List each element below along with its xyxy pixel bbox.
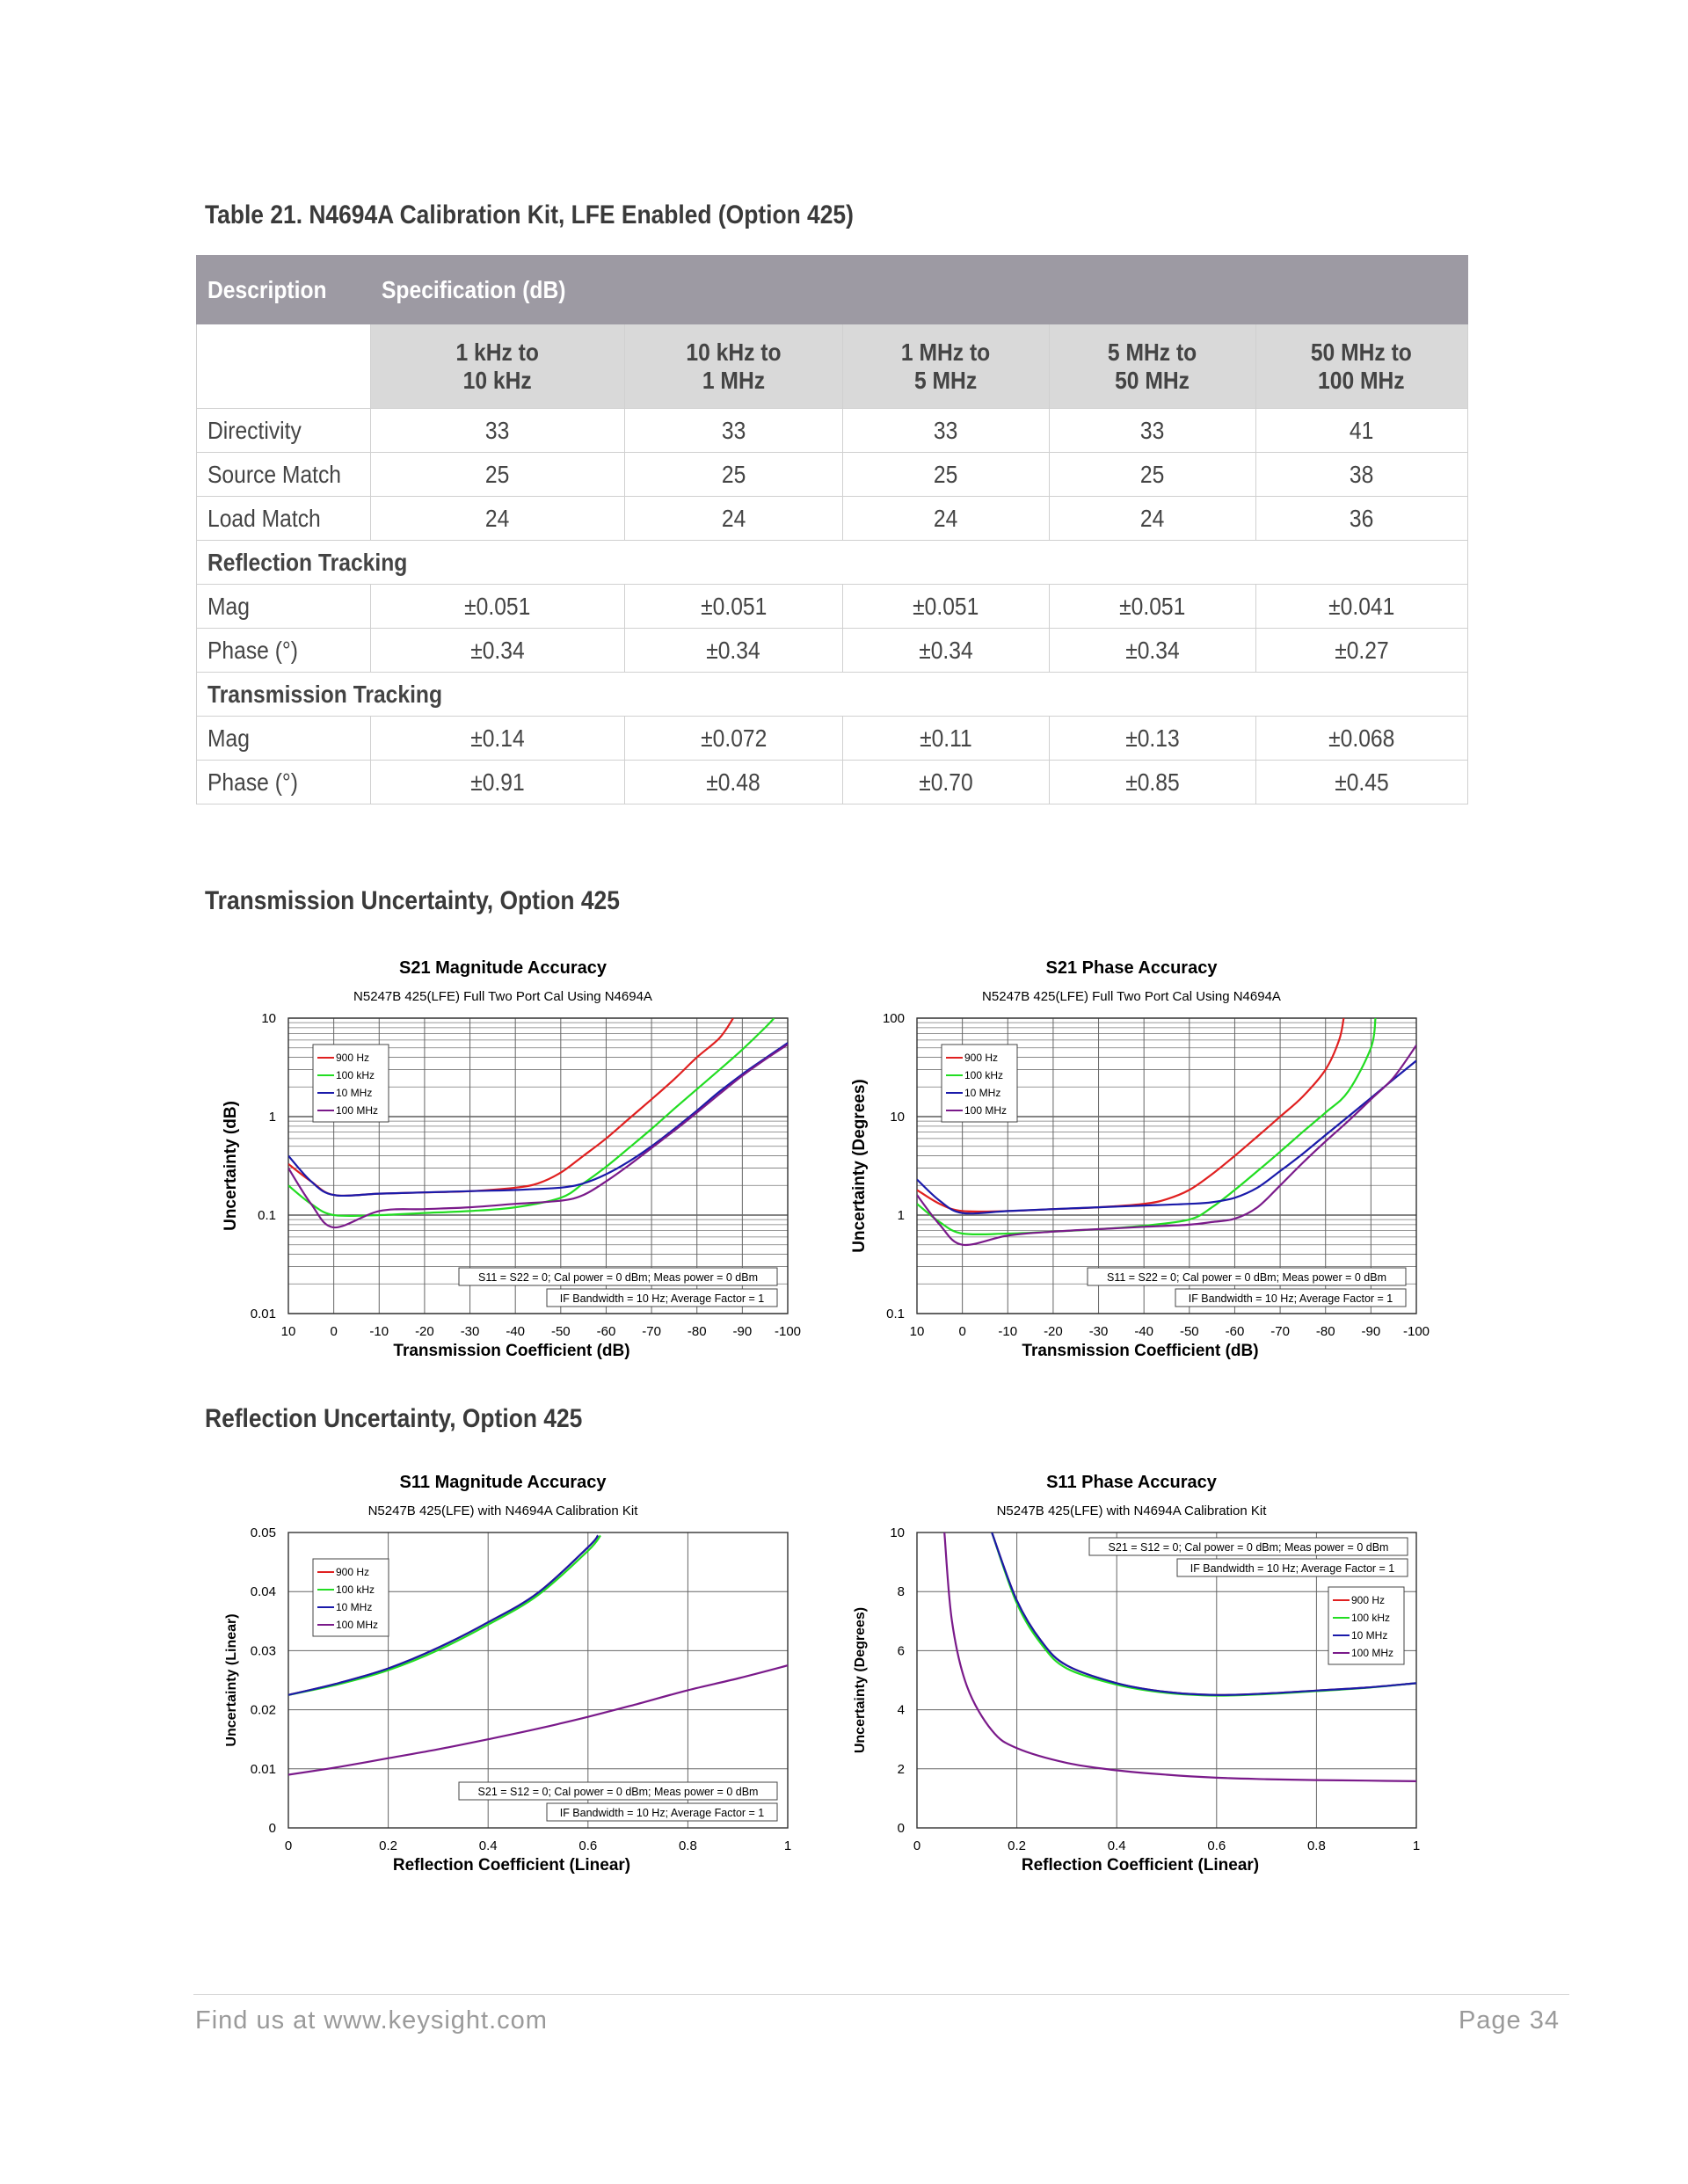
section-label: Reflection Tracking: [197, 541, 1468, 585]
table-title: Table 21. N4694A Calibration Kit, LFE Enabled (Option 425): [205, 200, 854, 229]
row-label: Mag: [197, 717, 371, 761]
table-cell: ±0.051: [1049, 585, 1255, 629]
x-tick-label: -10: [998, 1324, 1018, 1339]
table-cell: ±0.85: [1049, 761, 1255, 804]
s11-magnitude-chart: [211, 1462, 826, 1875]
y-tick-label: 0.03: [250, 1643, 276, 1659]
table-cell: 25: [842, 453, 1049, 497]
x-tick-label: -60: [596, 1324, 616, 1339]
x-tick-label: 0.4: [478, 1838, 498, 1853]
x-tick-label: -30: [460, 1324, 480, 1339]
note-if-bandwidth: IF Bandwidth = 10 Hz; Average Factor = 1: [559, 1807, 765, 1819]
table-cell: ±0.45: [1255, 761, 1467, 804]
table-cell: 33: [624, 409, 842, 453]
footer-divider: [193, 1994, 1569, 1995]
row-label: Phase (°): [197, 761, 371, 804]
legend-label: 100 MHz: [1351, 1647, 1394, 1659]
table-cell: 33: [370, 409, 624, 453]
x-tick-label: 10: [280, 1324, 296, 1339]
table-cell: ±0.48: [624, 761, 842, 804]
y-tick-label: 1: [897, 1208, 905, 1223]
table-cell: ±0.041: [1255, 585, 1467, 629]
chart-svg: [211, 948, 826, 1361]
table-section-row: [197, 673, 1468, 717]
x-tick-label: 0.8: [678, 1838, 697, 1853]
chart-svg: [840, 1462, 1455, 1875]
y-tick-label: 0: [268, 1821, 276, 1836]
table-cell: ±0.072: [624, 717, 842, 761]
x-tick-label: -90: [732, 1324, 753, 1339]
x-tick-label: -20: [1044, 1324, 1063, 1339]
x-tick-label: -20: [415, 1324, 434, 1339]
table-cell: 33: [1049, 409, 1255, 453]
chart-notes: [459, 1782, 777, 1821]
table-cell: 25: [370, 453, 624, 497]
y-tick-label: 10: [890, 1525, 905, 1540]
x-tick-label: -60: [1225, 1324, 1245, 1339]
legend-label: 100 kHz: [336, 1069, 375, 1081]
table-cell: 25: [1049, 453, 1255, 497]
table-row: [197, 409, 1468, 453]
y-tick-label: 0.01: [250, 1761, 276, 1777]
chart-title: S21 Magnitude Accuracy: [398, 958, 608, 978]
y-tick-label: 0.04: [250, 1584, 276, 1600]
x-tick-label: 1: [1412, 1838, 1421, 1853]
legend-label: 100 MHz: [964, 1104, 1008, 1117]
y-tick-label: 0.1: [258, 1208, 276, 1223]
y-tick-label: 8: [897, 1584, 905, 1600]
x-tick-label: 0.4: [1107, 1838, 1126, 1853]
note-conditions: S11 = S22 = 0; Cal power = 0 dBm; Meas power = 0 dBm: [1107, 1271, 1386, 1284]
table-row: [197, 497, 1468, 541]
legend-label: 900 Hz: [964, 1052, 999, 1064]
legend-label: 900 Hz: [336, 1566, 370, 1578]
band-column-header: 50 MHz to 100 MHz: [1255, 324, 1467, 409]
x-tick-label: 0: [958, 1324, 966, 1339]
table-row: [197, 453, 1468, 497]
specification-table: [196, 255, 1468, 804]
y-tick-label: 0: [897, 1821, 905, 1836]
legend-label: 10 MHz: [336, 1087, 373, 1099]
x-tick-label: 0.2: [379, 1838, 398, 1853]
x-tick-label: -90: [1361, 1324, 1381, 1339]
x-tick-label: -70: [1270, 1324, 1290, 1339]
table-cell: ±0.34: [624, 629, 842, 673]
footer-page-number: Page 34: [1458, 2006, 1560, 2035]
header-specification: Specification (dB): [370, 256, 1467, 324]
y-tick-label: 0.01: [250, 1307, 276, 1321]
row-label: Source Match: [197, 453, 371, 497]
table-row: [197, 717, 1468, 761]
chart-svg: [840, 948, 1455, 1361]
y-tick-label: 0.1: [886, 1307, 905, 1321]
table-cell: 41: [1255, 409, 1467, 453]
x-tick-label: -100: [774, 1324, 802, 1339]
row-label: Directivity: [197, 409, 371, 453]
note-conditions: S21 = S12 = 0; Cal power = 0 dBm; Meas power = 0 dBm: [477, 1786, 759, 1798]
x-tick-label: -100: [1402, 1324, 1430, 1339]
note-if-bandwidth: IF Bandwidth = 10 Hz; Average Factor = 1: [559, 1292, 765, 1305]
row-label: Mag: [197, 585, 371, 629]
table-header-row: [197, 256, 1468, 324]
table-cell: ±0.27: [1255, 629, 1467, 673]
chart-legend: [313, 1045, 389, 1122]
x-tick-label: -80: [1315, 1324, 1335, 1339]
table-row: [197, 629, 1468, 673]
x-axis-label: Reflection Coefficient (Linear): [392, 1856, 631, 1875]
s11-phase-chart: [840, 1462, 1455, 1875]
x-tick-label: 0.8: [1306, 1838, 1326, 1853]
legend-label: 900 Hz: [1351, 1594, 1386, 1606]
note-conditions: S11 = S22 = 0; Cal power = 0 dBm; Meas power = 0 dBm: [478, 1271, 758, 1284]
table-cell: 24: [842, 497, 1049, 541]
x-tick-label: -80: [687, 1324, 707, 1339]
y-tick-label: 100: [882, 1011, 905, 1026]
x-tick-label: 1: [783, 1838, 792, 1853]
y-axis-label: Uncertainty (Degrees): [850, 1079, 869, 1253]
y-tick-label: 0.05: [250, 1525, 276, 1540]
chart-subtitle: N5247B 425(LFE) Full Two Port Cal Using N4694A: [982, 989, 1281, 1004]
y-tick-label: 1: [268, 1110, 276, 1125]
table-cell: 25: [624, 453, 842, 497]
s21-magnitude-chart: [211, 948, 826, 1361]
x-tick-label: 0: [284, 1838, 293, 1853]
band-column-header: 1 kHz to 10 kHz: [370, 324, 624, 409]
reflection-section-title: Reflection Uncertainty, Option 425: [205, 1404, 583, 1433]
x-tick-label: -50: [550, 1324, 571, 1339]
chart-subtitle: N5247B 425(LFE) Full Two Port Cal Using N4694A: [353, 989, 652, 1004]
x-tick-label: -40: [1134, 1324, 1154, 1339]
blank-cell: [197, 324, 371, 409]
note-conditions: S21 = S12 = 0; Cal power = 0 dBm; Meas power = 0 dBm: [1108, 1541, 1389, 1554]
chart-title: S11 Magnitude Accuracy: [399, 1473, 607, 1492]
note-if-bandwidth: IF Bandwidth = 10 Hz; Average Factor = 1: [1188, 1292, 1393, 1305]
legend-label: 10 MHz: [1351, 1629, 1388, 1642]
y-tick-label: 10: [261, 1011, 276, 1026]
table-row: [197, 761, 1468, 804]
band-column-header: 5 MHz to 50 MHz: [1049, 324, 1255, 409]
x-tick-label: 0: [913, 1838, 921, 1853]
chart-notes: [1088, 1268, 1406, 1307]
y-tick-label: 6: [897, 1643, 905, 1659]
table-cell: ±0.11: [842, 717, 1049, 761]
chart-title: S11 Phase Accuracy: [1046, 1473, 1217, 1492]
chart-legend: [313, 1559, 389, 1636]
legend-label: 100 MHz: [336, 1104, 379, 1117]
chart-notes: [459, 1268, 777, 1307]
legend-label: 100 kHz: [964, 1069, 1004, 1081]
x-tick-label: 0: [330, 1324, 338, 1339]
x-tick-label: -50: [1179, 1324, 1199, 1339]
chart-subtitle: N5247B 425(LFE) with N4694A Calibration Kit: [996, 1503, 1267, 1518]
table-cell: ±0.34: [842, 629, 1049, 673]
legend-label: 100 MHz: [336, 1619, 379, 1631]
x-tick-label: -30: [1088, 1324, 1109, 1339]
table-cell: ±0.70: [842, 761, 1049, 804]
x-tick-label: -40: [506, 1324, 526, 1339]
legend-label: 100 kHz: [1351, 1612, 1391, 1624]
y-tick-label: 4: [897, 1702, 905, 1718]
header-description: Description: [197, 256, 371, 324]
legend-label: 900 Hz: [336, 1052, 370, 1064]
table-cell: 33: [842, 409, 1049, 453]
legend-label: 10 MHz: [964, 1087, 1001, 1099]
frequency-band-row: [197, 324, 1468, 409]
s21-phase-chart: [840, 948, 1455, 1361]
x-axis-label: Reflection Coefficient (Linear): [1021, 1856, 1260, 1875]
footer-website: Find us at www.keysight.com: [195, 2006, 548, 2035]
x-tick-label: 0.6: [578, 1838, 598, 1853]
chart-svg: [211, 1462, 826, 1875]
chart-legend: [942, 1045, 1017, 1122]
chart-title: S21 Phase Accuracy: [1045, 958, 1218, 978]
table-cell: ±0.34: [370, 629, 624, 673]
note-if-bandwidth: IF Bandwidth = 10 Hz; Average Factor = 1: [1190, 1562, 1395, 1575]
y-tick-label: 10: [890, 1110, 905, 1125]
table-cell: ±0.051: [624, 585, 842, 629]
table-cell: ±0.13: [1049, 717, 1255, 761]
legend-label: 10 MHz: [336, 1601, 373, 1613]
table-cell: ±0.068: [1255, 717, 1467, 761]
row-label: Load Match: [197, 497, 371, 541]
table-section-row: [197, 541, 1468, 585]
transmission-section-title: Transmission Uncertainty, Option 425: [205, 886, 620, 915]
x-axis-label: Transmission Coefficient (dB): [393, 1342, 630, 1360]
chart-notes: [1089, 1538, 1408, 1576]
legend-label: 100 kHz: [336, 1583, 375, 1596]
x-tick-label: 10: [909, 1324, 925, 1339]
table-cell: ±0.91: [370, 761, 624, 804]
table-cell: 24: [624, 497, 842, 541]
band-column-header: 1 MHz to 5 MHz: [842, 324, 1049, 409]
table-cell: ±0.34: [1049, 629, 1255, 673]
x-tick-label: 0.2: [1008, 1838, 1027, 1853]
series-line-100-mhz: [288, 1665, 788, 1774]
y-tick-label: 2: [897, 1761, 905, 1777]
x-axis-label: Transmission Coefficient (dB): [1022, 1342, 1259, 1360]
band-column-header: 10 kHz to 1 MHz: [624, 324, 842, 409]
y-axis-label: Uncertainty (dB): [222, 1101, 240, 1231]
table-row: [197, 585, 1468, 629]
table-cell: ±0.051: [842, 585, 1049, 629]
row-label: Phase (°): [197, 629, 371, 673]
table-cell: 24: [370, 497, 624, 541]
x-tick-label: 0.6: [1207, 1838, 1226, 1853]
chart-legend: [1328, 1587, 1404, 1664]
y-axis-label: Uncertainty (Degrees): [853, 1606, 868, 1754]
chart-subtitle: N5247B 425(LFE) with N4694A Calibration Kit: [367, 1503, 638, 1518]
y-axis-label: Uncertainty (Linear): [224, 1613, 239, 1747]
section-label: Transmission Tracking: [197, 673, 1468, 717]
x-tick-label: -10: [369, 1324, 389, 1339]
table-cell: ±0.051: [370, 585, 624, 629]
x-tick-label: -70: [642, 1324, 661, 1339]
y-tick-label: 0.02: [250, 1702, 276, 1718]
table-cell: 36: [1255, 497, 1467, 541]
table-cell: ±0.14: [370, 717, 624, 761]
table-cell: 24: [1049, 497, 1255, 541]
table-cell: 38: [1255, 453, 1467, 497]
